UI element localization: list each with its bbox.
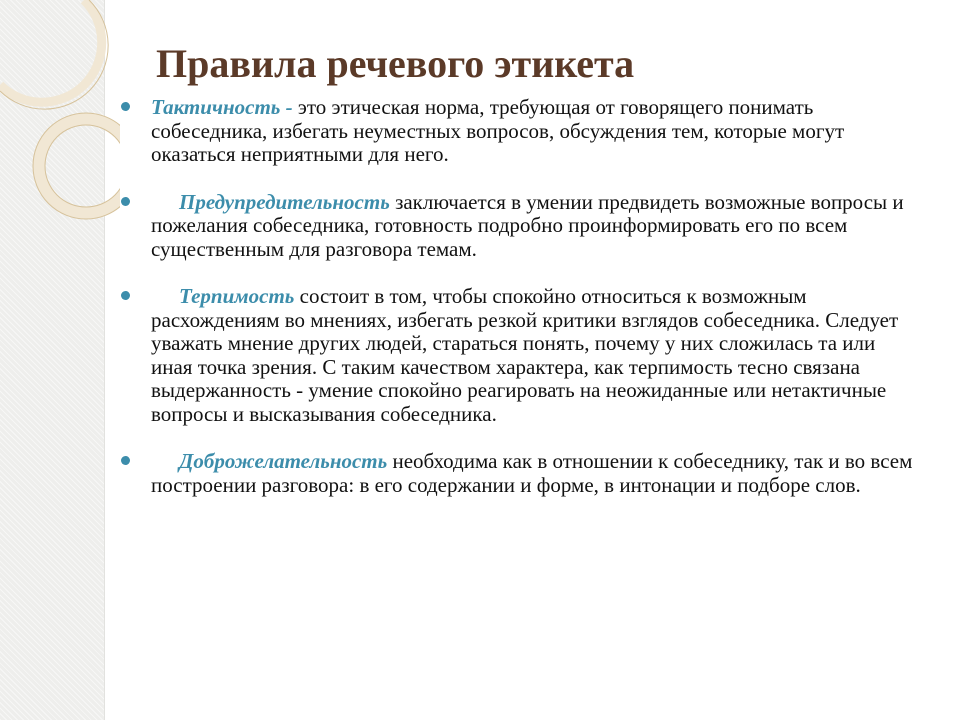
decorative-rings: [0, 0, 120, 240]
rule-term: Тактичность -: [151, 95, 293, 119]
rule-term: Предупредительность: [179, 189, 390, 214]
bullet-icon: [121, 102, 130, 111]
rules-list: [120, 96, 920, 521]
rule-item-benevolence: [120, 450, 920, 497]
rule-item-tactfulness: [120, 96, 920, 167]
rule-item-thoughtfulness: [120, 191, 920, 262]
slide-title: Правила речевого этикета: [156, 41, 635, 86]
rule-text: состоит в том, чтобы спокойно относиться к возможным расхождениям во мнениях, избегать резкой критики взглядов собеседника. Следует уважать мнение других людей, стараться понять, почему у них сложилась та или иная точка зрения. С таким качеством характера, как терпимость тесно связана выдержанность - умение спокойно реагировать на неожиданные или нетактичные вопросы и высказывания собеседника.: [151, 284, 899, 426]
rule-item-tolerance: [120, 285, 920, 426]
middle-ring: [39, 119, 120, 213]
bullet-icon: [121, 197, 130, 206]
top-ring-arc: [0, 0, 102, 102]
middle-ring-outline-inner: [45, 125, 120, 207]
rule-text: необходима как в отношении к собеседнику, так и во всем построении разговора: в его содержании и форме, в интонации и подборе слов.: [151, 449, 913, 497]
rule-term: Терпимость: [179, 284, 295, 308]
rule-term: Доброжелательность: [179, 449, 388, 473]
bullet-icon: [121, 291, 130, 300]
rule-text: это этическая норма, требующая от говорящего понимать собеседника, избегать неуместных вопросов, обсуждения тем, которые могут оказаться неприятными для него.: [151, 95, 845, 166]
bullet-icon: [121, 456, 130, 465]
rule-text: заключается в умении предвидеть возможные вопросы и пожелания собеседника, готовность подробно проинформировать его по всем существенным для разговора темам.: [151, 189, 904, 261]
